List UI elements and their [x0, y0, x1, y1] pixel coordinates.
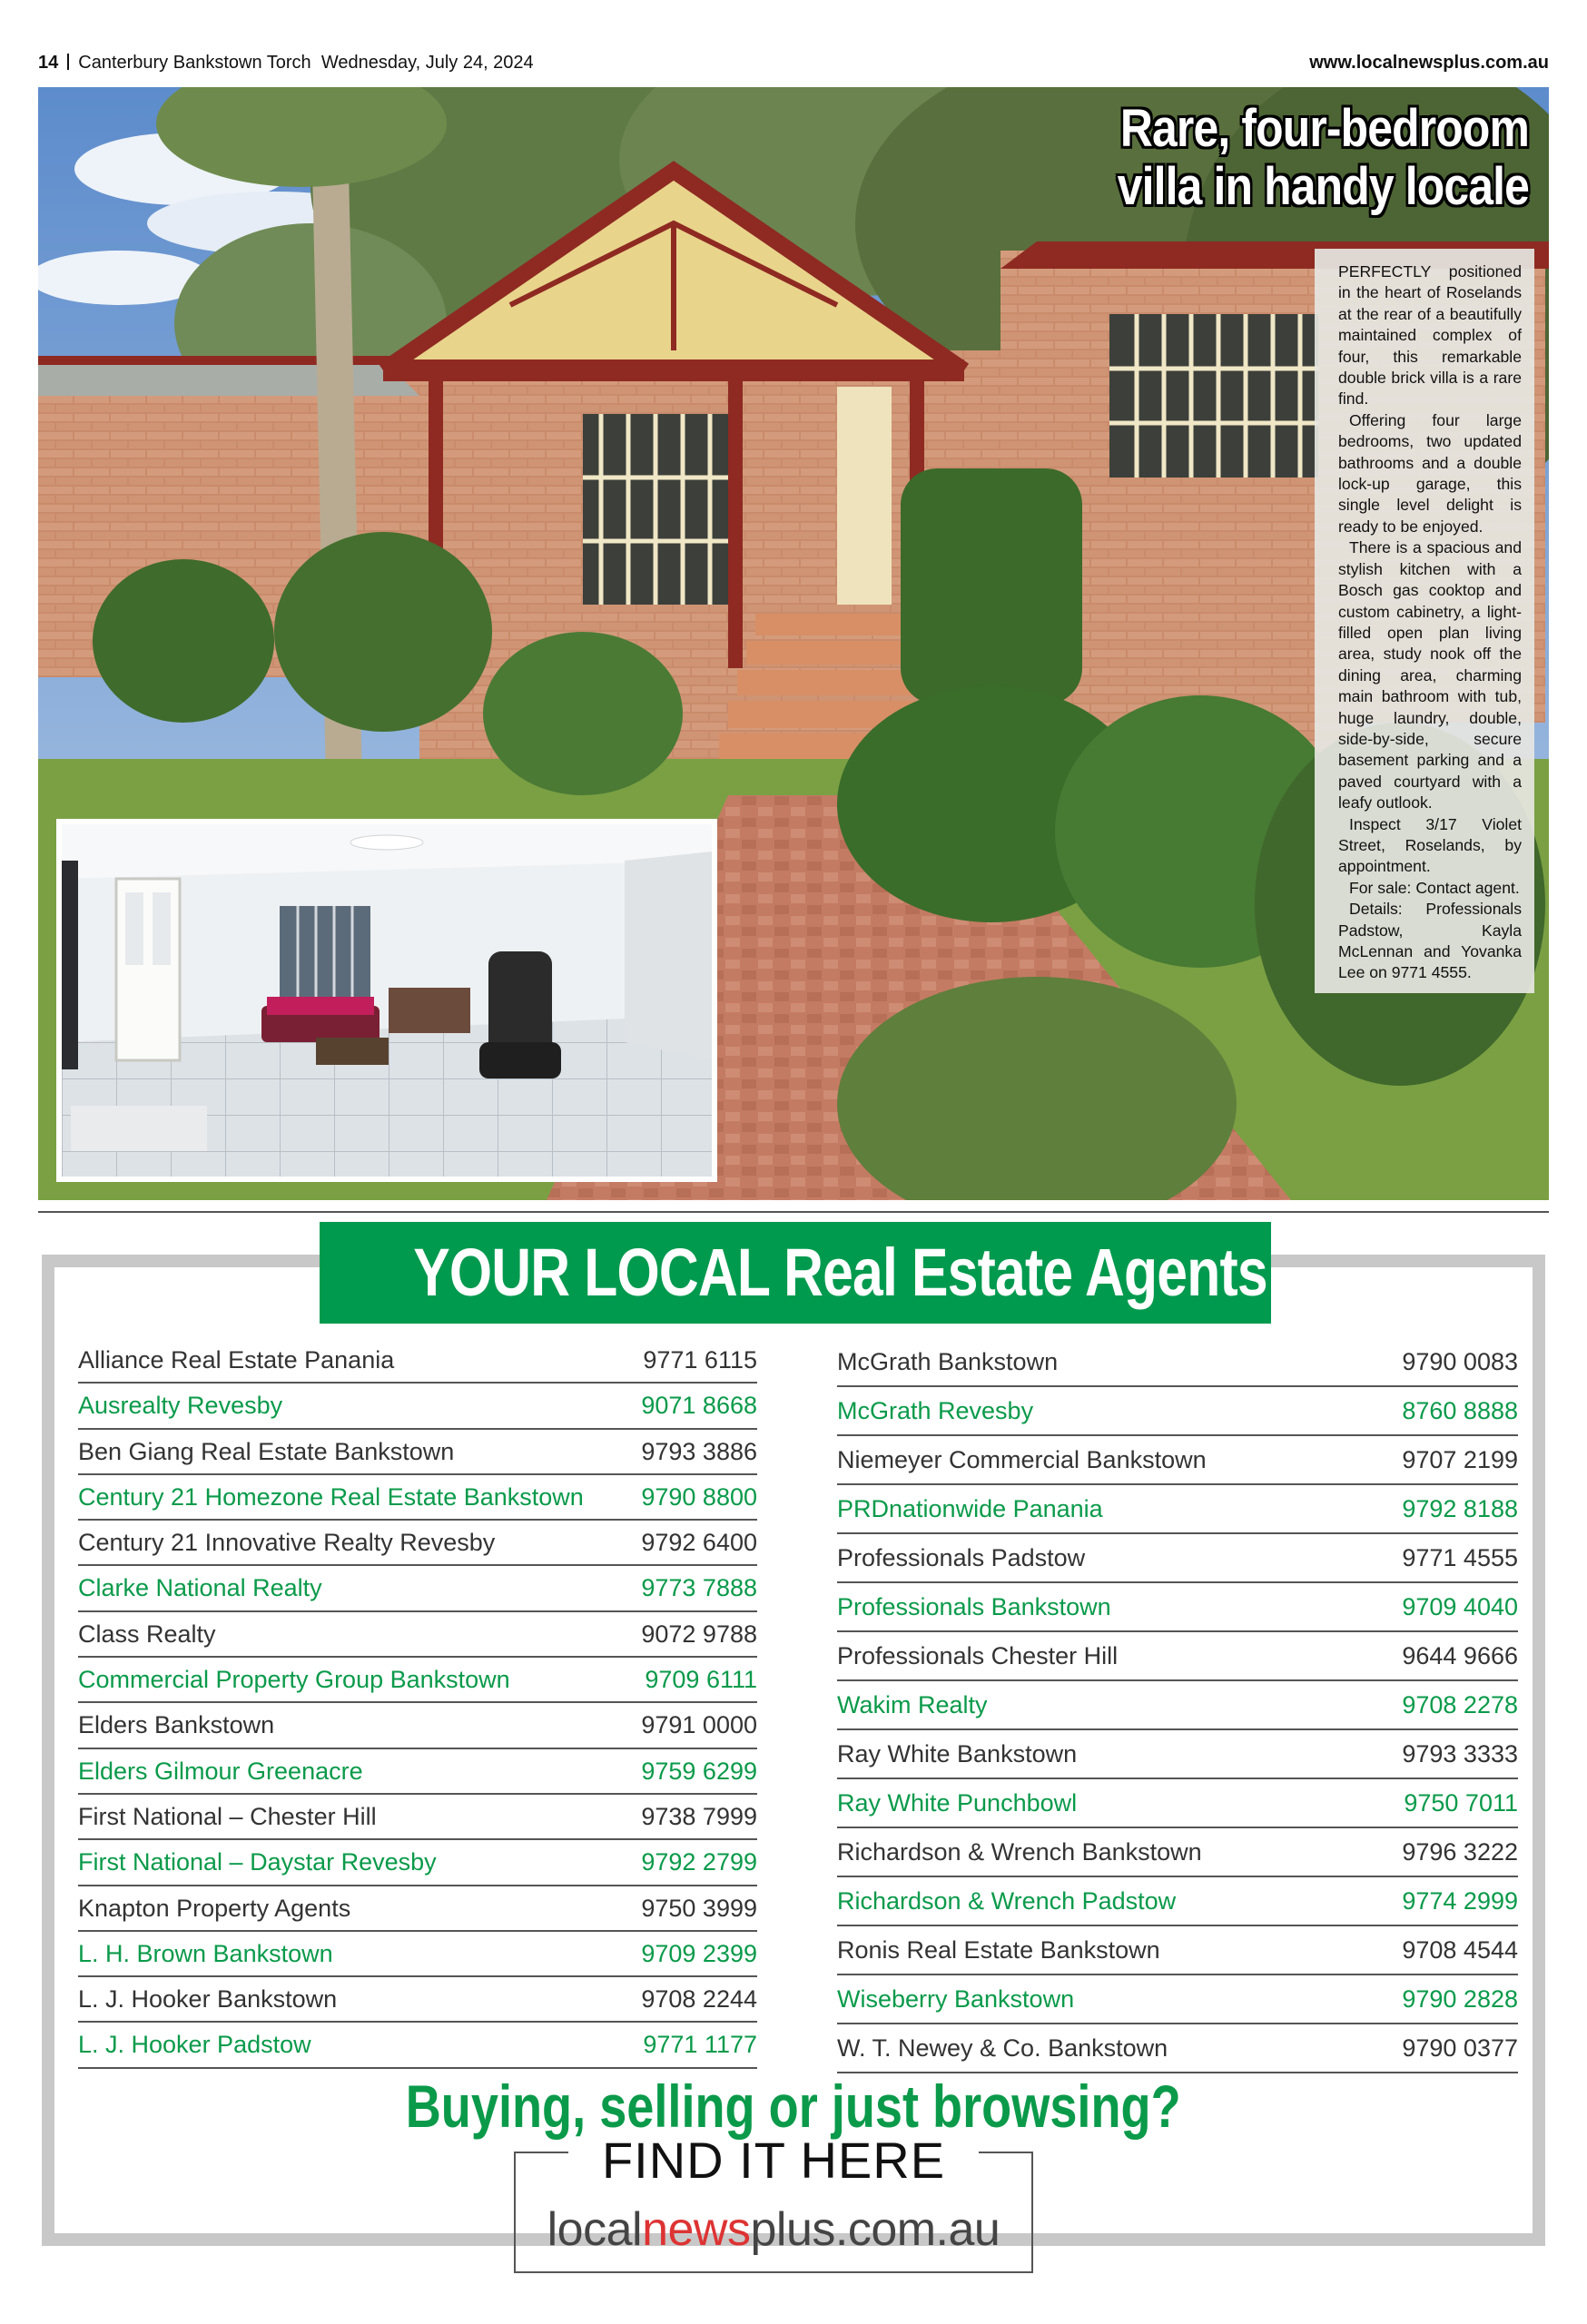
agents-banner: [320, 1222, 1271, 1324]
agent-phone: 9792 8188: [1402, 1495, 1518, 1522]
agent-phone: 9790 2828: [1402, 1985, 1518, 2013]
page-header: [38, 53, 1549, 80]
agent-name: Wakim Realty: [837, 1691, 988, 1718]
agent-name: Class Realty: [78, 1620, 216, 1648]
agent-row[interactable]: [837, 1779, 1518, 1828]
agent-row[interactable]: [78, 1612, 757, 1658]
agent-name: Richardson & Wrench Padstow: [837, 1887, 1177, 1915]
url-suffix: plus.com.au: [750, 2203, 1000, 2256]
agent-phone: 9793 3333: [1402, 1740, 1518, 1768]
story-paragraph: For sale: Contact agent.: [1349, 878, 1520, 897]
agent-phone: 9773 7888: [641, 1574, 757, 1602]
agent-row[interactable]: [78, 1749, 757, 1795]
agent-phone: 9793 3886: [641, 1437, 757, 1465]
agent-phone: 9771 1177: [643, 2031, 757, 2059]
agent-row[interactable]: [78, 1703, 757, 1748]
publication-name: Canterbury Bankstown Torch: [78, 53, 311, 73]
agent-row[interactable]: [78, 1795, 757, 1840]
agent-row[interactable]: [78, 1840, 757, 1886]
agent-name: Professionals Padstow: [837, 1544, 1086, 1571]
agent-phone: 9792 6400: [641, 1529, 757, 1557]
agent-name: Knapton Property Agents: [78, 1894, 351, 1922]
agent-row[interactable]: [837, 1926, 1518, 1975]
story-paragraph: Inspect 3/17 Violet Street, Roselands, by appointment.: [1338, 814, 1522, 876]
url-news: news: [642, 2203, 751, 2256]
agent-phone: 9796 3222: [1402, 1838, 1518, 1866]
agent-name: Ben Giang Real Estate Bankstown: [78, 1437, 455, 1465]
agent-phone: 9759 6299: [641, 1757, 757, 1785]
agent-phone: 9771 4555: [1402, 1544, 1518, 1571]
feature-story: [1315, 249, 1534, 993]
agent-phone: 9750 7011: [1404, 1789, 1518, 1817]
agent-phone: 9738 7999: [641, 1802, 757, 1830]
agent-row[interactable]: [78, 1384, 757, 1429]
agents-list-right: [837, 1338, 1518, 2073]
agent-row[interactable]: [78, 1521, 757, 1566]
interior-photo: [56, 819, 717, 1182]
tagline-text: Buying, selling or just browsing?: [406, 2073, 1181, 2140]
feature-photo: [38, 87, 1549, 1200]
agent-row[interactable]: [837, 1730, 1518, 1779]
agent-row[interactable]: [78, 1658, 757, 1703]
cta-url[interactable]: [516, 2201, 1031, 2259]
agent-phone: 9072 9788: [641, 1620, 757, 1648]
agent-phone: 9790 0377: [1402, 2034, 1518, 2062]
page-number: 14: [38, 53, 59, 73]
agent-name: L. J. Hooker Padstow: [78, 2031, 311, 2059]
header-divider: [67, 54, 69, 70]
agent-phone: 9644 9666: [1402, 1642, 1518, 1669]
agent-phone: 9709 2399: [641, 1939, 757, 1967]
agent-phone: 9709 6111: [645, 1666, 757, 1694]
agent-row[interactable]: [837, 1975, 1518, 2024]
agent-row[interactable]: [837, 1828, 1518, 1877]
agent-row[interactable]: [837, 1338, 1518, 1387]
story-paragraph: Details: Professionals Padstow, Kayla McLennan and Yovanka Lee on 9771 4555.: [1338, 900, 1522, 982]
agent-phone: 8760 8888: [1402, 1397, 1518, 1424]
agent-row[interactable]: [78, 1886, 757, 1932]
agent-row[interactable]: [837, 1632, 1518, 1681]
agent-row[interactable]: [837, 2024, 1518, 2073]
agent-row[interactable]: [837, 1485, 1518, 1534]
agent-name: Professionals Bankstown: [837, 1593, 1111, 1620]
agent-name: McGrath Revesby: [837, 1397, 1034, 1424]
agent-name: Niemeyer Commercial Bankstown: [837, 1446, 1207, 1473]
agent-name: First National – Daystar Revesby: [78, 1848, 437, 1876]
agent-phone: 9708 2278: [1402, 1691, 1518, 1718]
website-link[interactable]: www.localnewsplus.com.au: [1309, 53, 1549, 73]
agent-phone: 9709 4040: [1402, 1593, 1518, 1620]
header-left: [38, 53, 534, 74]
agent-name: Commercial Property Group Bankstown: [78, 1666, 510, 1694]
agent-phone: 9790 0083: [1402, 1348, 1518, 1375]
agent-row[interactable]: [78, 1932, 757, 1977]
agent-row[interactable]: [837, 1534, 1518, 1583]
agent-phone: 9708 2244: [641, 1985, 757, 2014]
agent-row[interactable]: [78, 1475, 757, 1521]
issue-date: Wednesday, July 24, 2024: [320, 53, 534, 73]
story-paragraph: Offering four large bedrooms, two updated bathrooms and a double lock-up garage, this single level delight is ready to be enjoyed.: [1338, 410, 1522, 536]
agent-phone: 9792 2799: [641, 1848, 757, 1876]
agent-name: W. T. Newey & Co. Bankstown: [837, 2034, 1168, 2062]
agent-name: PRDnationwide Panania: [837, 1495, 1103, 1522]
agent-phone: 9708 4544: [1402, 1936, 1518, 1964]
agent-name: Wiseberry Bankstown: [837, 1985, 1075, 2013]
find-it-here-box[interactable]: [514, 2132, 1033, 2273]
agent-name: Ray White Punchbowl: [837, 1789, 1078, 1817]
agent-name: L. H. Brown Bankstown: [78, 1939, 333, 1967]
agent-name: Richardson & Wrench Bankstown: [837, 1838, 1202, 1866]
agent-row[interactable]: [837, 1583, 1518, 1632]
agent-phone: 9771 6115: [643, 1346, 757, 1374]
headline-line-2: villa in handy locale: [1117, 157, 1529, 216]
agent-row[interactable]: [837, 1436, 1518, 1485]
agent-name: Elders Gilmour Greenacre: [78, 1757, 363, 1785]
agent-phone: 9750 3999: [641, 1894, 757, 1922]
agent-row[interactable]: [837, 1877, 1518, 1926]
agent-name: First National – Chester Hill: [78, 1802, 377, 1830]
url-prefix: local: [547, 2203, 643, 2256]
agent-row[interactable]: [78, 1977, 757, 2023]
section-divider: [38, 1211, 1549, 1213]
agent-name: Century 21 Homezone Real Estate Bankstown: [78, 1482, 584, 1511]
agent-name: Ausrealty Revesby: [78, 1392, 283, 1420]
agent-name: Ray White Bankstown: [837, 1740, 1078, 1768]
agent-phone: 9071 8668: [641, 1392, 757, 1420]
agent-name: L. J. Hooker Bankstown: [78, 1985, 338, 2014]
agent-name: Ronis Real Estate Bankstown: [837, 1936, 1160, 1964]
feature-headline: [1118, 100, 1529, 216]
agent-name: Century 21 Innovative Realty Revesby: [78, 1529, 496, 1557]
agent-phone: 9790 8800: [641, 1482, 757, 1511]
living-room-illustration: [62, 824, 712, 1177]
agent-row[interactable]: [837, 1681, 1518, 1730]
agent-phone: 9791 0000: [641, 1711, 757, 1739]
agent-name: Professionals Chester Hill: [837, 1642, 1119, 1669]
story-paragraph: There is a spacious and stylish kitchen with a Bosch gas cooktop and custom cabinetry, a light-filled open plan living area, study nook off the dining area, charming main bathroom with tub, huge laundry, double, side-by-side, secure basement parking and a paved courtyard with a leafy outlook.: [1338, 538, 1522, 812]
agent-row[interactable]: [78, 2023, 757, 2068]
agent-phone: 9707 2199: [1402, 1446, 1518, 1473]
agents-list-left: [78, 1338, 757, 2069]
cta-title: FIND IT HERE: [601, 2132, 946, 2189]
headline-line-1: Rare, four-bedroom: [1119, 99, 1529, 158]
agents-banner-title: YOUR LOCAL Real Estate Agents: [413, 1235, 1267, 1310]
agent-name: Elders Bankstown: [78, 1711, 275, 1739]
agent-phone: 9774 2999: [1402, 1887, 1518, 1915]
agent-row[interactable]: [78, 1430, 757, 1475]
story-paragraph: PERFECTLY positioned in the heart of Roselands at the rear of a beautifully maintained complex of four, this remarkable double brick villa is a rare find.: [1338, 262, 1522, 409]
agent-row[interactable]: [78, 1338, 757, 1384]
agent-name: Clarke National Realty: [78, 1574, 322, 1602]
agent-row[interactable]: [837, 1387, 1518, 1436]
agent-row[interactable]: [78, 1566, 757, 1611]
agent-name: Alliance Real Estate Panania: [78, 1346, 395, 1374]
agent-name: McGrath Bankstown: [837, 1348, 1059, 1375]
